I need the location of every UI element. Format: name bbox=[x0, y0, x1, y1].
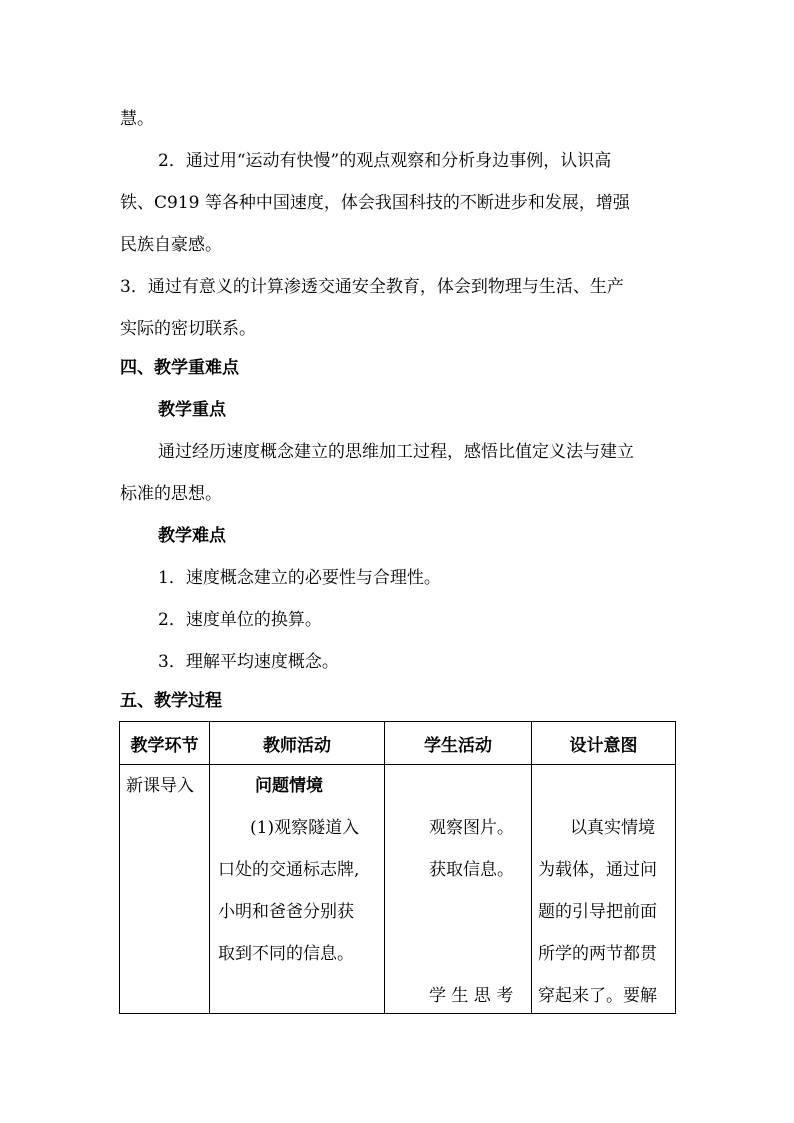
teacher-activity-title: 问题情境 bbox=[255, 776, 323, 796]
text-line: 学 生 思 考 bbox=[429, 986, 514, 1006]
text-line: 为载体，通过问 bbox=[538, 860, 657, 880]
list-item: 2．速度单位的换算。 bbox=[158, 610, 322, 630]
column-header: 设计意图 bbox=[532, 722, 676, 765]
text-line: 口处的交通标志牌, bbox=[218, 860, 360, 880]
list-item: 3．理解平均速度概念。 bbox=[158, 652, 339, 672]
text-line: 标准的思想。 bbox=[120, 484, 222, 504]
text-line: 题的引导把前面 bbox=[538, 902, 657, 922]
column-header: 学生活动 bbox=[385, 722, 532, 765]
subsection-heading: 教学重点 bbox=[158, 400, 226, 420]
text-line: 慧。 bbox=[120, 109, 154, 129]
table-cell bbox=[532, 765, 676, 1014]
teaching-process-table bbox=[119, 721, 676, 1014]
text-line: 3．通过有意义的计算渗透交通安全教育，体会到物理与生活、生产 bbox=[120, 277, 624, 297]
text-line: 2．通过用“运动有快慢”的观点观察和分析身边事例，认识高 bbox=[158, 151, 612, 171]
column-header: 教学环节 bbox=[120, 722, 210, 765]
list-item: 1．速度概念建立的必要性与合理性。 bbox=[158, 568, 441, 588]
column-header: 教师活动 bbox=[210, 722, 385, 765]
text-line: 民族自豪感。 bbox=[120, 235, 222, 255]
text-line: 通过经历速度概念建立的思维加工过程，感悟比值定义法与建立 bbox=[158, 442, 634, 462]
text-line: 实际的密切联系。 bbox=[120, 319, 256, 339]
section-heading: 四、教学重难点 bbox=[120, 358, 239, 378]
table-cell bbox=[210, 765, 385, 1014]
text-line: (1)观察隧道入 bbox=[250, 818, 360, 838]
text-line: 小明和爸爸分别获 bbox=[218, 902, 354, 922]
subsection-heading: 教学难点 bbox=[158, 526, 226, 546]
section-heading: 五、教学过程 bbox=[120, 691, 222, 711]
text-line: 以真实情境 bbox=[570, 818, 655, 838]
text-line: 所学的两节都贯 bbox=[538, 944, 657, 964]
table-row bbox=[120, 765, 676, 1014]
text-line: 取到不同的信息。 bbox=[218, 944, 354, 964]
text-line: 穿起来了。要解 bbox=[538, 986, 657, 1006]
table-cell bbox=[120, 765, 210, 1014]
text-line: 观察图片。 bbox=[429, 818, 514, 838]
stage-label: 新课导入 bbox=[126, 776, 194, 796]
text-line: 获取信息。 bbox=[429, 860, 514, 880]
table-cell bbox=[385, 765, 532, 1014]
text-line: 铁、C919 等各种中国速度，体会我国科技的不断进步和发展，增强 bbox=[120, 193, 630, 213]
table-header-row bbox=[120, 722, 676, 765]
